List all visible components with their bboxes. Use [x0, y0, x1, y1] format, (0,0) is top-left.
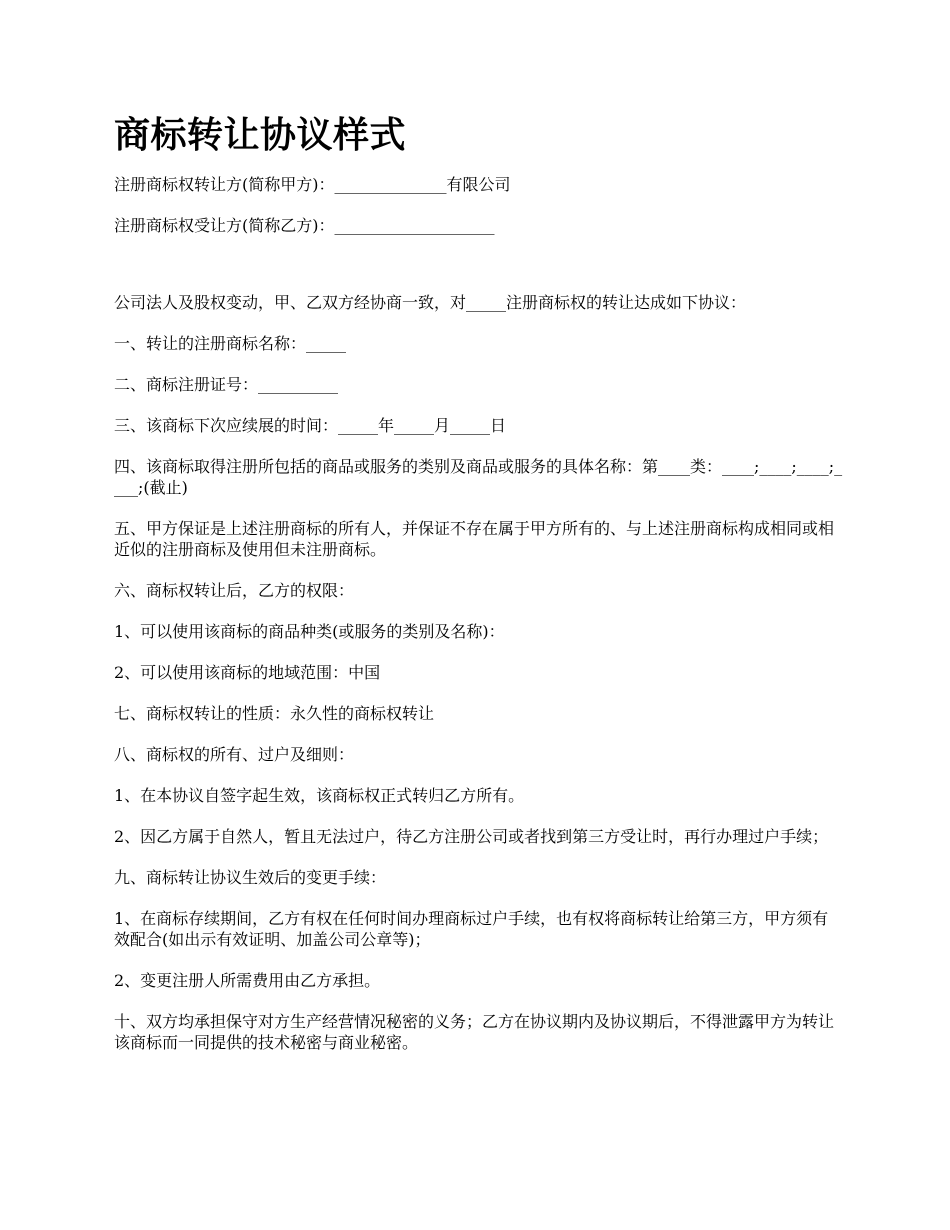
paragraph-transferor: 注册商标权转让方(简称甲方)：______________有限公司	[114, 175, 511, 194]
spacer	[114, 256, 844, 292]
clause-3: 三、该商标下次应续展的时间：_____年_____月_____日	[114, 416, 507, 435]
clause-5: 五、甲方保证是上述注册商标的所有人，并保证不存在属于甲方所有的、与上述注册商标构成相同或相近似的注册商标及使用但未注册商标。	[114, 519, 835, 559]
clause-7: 七、商标权转让的性质：永久性的商标权转让	[114, 704, 435, 723]
clause-8-item-2: 2、因乙方属于自然人，暂且无法过户，待乙方注册公司或者找到第三方受让时，再行办理过户手续；	[114, 827, 829, 846]
paragraph-transferee: 注册商标权受让方(简称乙方)：____________________	[114, 216, 495, 235]
clause-9: 九、商标转让协议生效后的变更手续：	[114, 868, 387, 887]
clause-4: 四、该商标取得注册所包括的商品或服务的类别及商品或服务的具体名称：第____类：____;____;____;____;(截止)	[114, 457, 843, 497]
clause-8-item-1: 1、在本协议自签字起生效，该商标权正式转归乙方所有。	[114, 786, 525, 805]
clause-1: 一、转让的注册商标名称：_____	[114, 334, 347, 353]
document-page	[114, 112, 844, 1073]
clause-6-item-1: 1、可以使用该商标的商品种类(或服务的类别及名称)：	[114, 622, 505, 641]
clause-10: 十、双方均承担保守对方生产经营情况秘密的义务；乙方在协议期内及协议期后，不得泄露甲方为转让该商标而一同提供的技术秘密与商业秘密。	[114, 1012, 835, 1052]
paragraph-preamble: 公司法人及股权变动，甲、乙双方经协商一致，对_____注册商标权的转让达成如下协议：	[114, 293, 747, 312]
clause-9-item-2: 2、变更注册人所需费用由乙方承担。	[114, 971, 381, 990]
clause-8: 八、商标权的所有、过户及细则：	[114, 745, 355, 764]
clause-2: 二、商标注册证号：__________	[114, 375, 339, 394]
clause-6-item-2: 2、可以使用该商标的地域范围：中国	[114, 663, 381, 682]
clause-6: 六、商标权转让后，乙方的权限：	[114, 581, 355, 600]
document-title: 商标转让协议样式	[114, 115, 407, 156]
clause-9-item-1: 1、在商标存续期间，乙方有权在任何时间办理商标过户手续，也有权将商标转让给第三方，甲方须有效配合(如出示有效证明、加盖公司公章等)；	[114, 909, 829, 949]
